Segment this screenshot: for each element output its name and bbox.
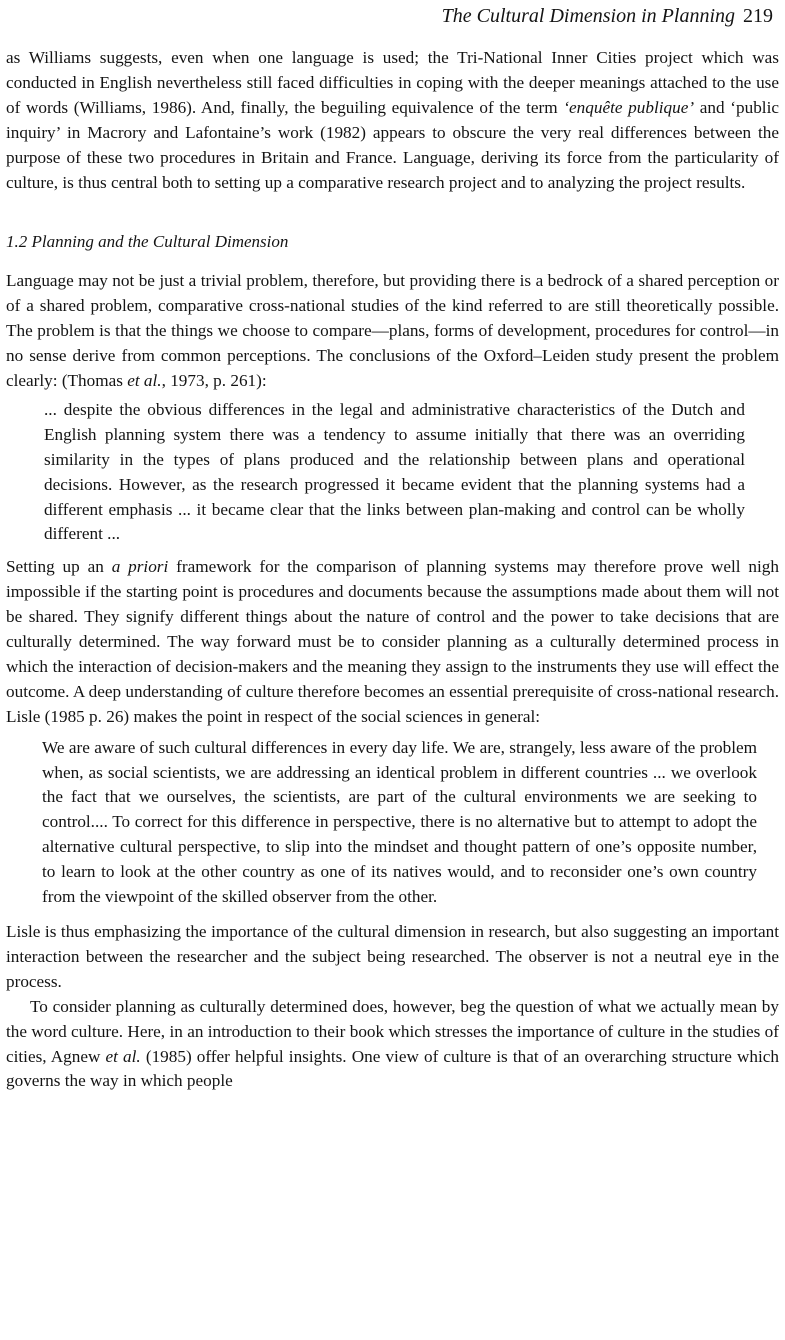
italic-term: et al. — [127, 370, 162, 390]
text-run: (1985) offer helpful insights. One view of culture is that of an overarching structure which governs the way in which people — [6, 1046, 779, 1091]
text-run: as Williams suggests, even when one language is used; the Tri-National Inner Cities project which was conducted in English nevertheless still faced difficulties in coping with the deeper meanings attached to the use of words (Williams, 1986). And, finally, the beguiling equivalence of the term — [6, 48, 779, 117]
paragraph-3 — [6, 555, 779, 729]
text-run: and ‘public inquiry’ in Macrory and Lafontaine’s work (1982) appears to obscure the very real differences between the purpose of these two procedures in Britain and France. Language, deriving its force from the particularity of culture, is thus central both to setting up a comparative research project and to analyzing the project results. — [6, 97, 779, 192]
paragraph-2 — [6, 269, 779, 394]
page-number: 219 — [743, 5, 773, 27]
italic-term: a priori — [111, 557, 169, 577]
italic-term: et al. — [105, 1046, 141, 1066]
section-heading: 1.2 Planning and the Cultural Dimension — [6, 232, 289, 252]
text-run: , 1973, p. 261): — [161, 370, 267, 390]
text-run: To consider planning as culturally determined does, however, beg the question of what we actually mean by the word culture. Here, in an introduction to their book which stresses the importance of culture in the studies of cities, Agnew — [6, 996, 779, 1066]
block-quote-lisle: We are aware of such cultural differences in every day life. We are, strangely, less aware of the problem when, as social scientists, we are addressing an identical problem in different countries ... we overlook the fact that we ourselves, the scientists, are part of the cultural environments we are seeking to control.... To correct for this difference in perspective, there is no alternative but to attempt to adopt the alternative cultural perspective, to slip into the mindset and thought pattern of one’s opposite number, to learn to look at the other country as one of its natives would, and to reconsider one’s own country from the viewpoint of the skilled observer from the other. — [42, 737, 757, 907]
running-head — [442, 6, 773, 26]
italic-term: ‘enquête publique’ — [563, 97, 695, 117]
block-quote-thomas: ... despite the obvious differences in the legal and administrative characteristics of the Dutch and English planning system there was a tendency to assume initially that there was an overriding similarity in the types of plans produced and the relationship between plans and operational decisions. However, as the research progressed it became evident that the planning systems had a different emphasis ... it became clear that the links between plan-making and control can be wholly different ... — [44, 399, 745, 544]
paragraph-1 — [6, 46, 779, 195]
paragraph-4: Lisle is thus emphasizing the importance of the cultural dimension in research, but also suggesting an important interaction between the researcher and the subject being researched. The observer is not a neutral eye in the process. — [6, 922, 779, 991]
text-run: framework for the comparison of planning systems may therefore prove well nigh impossible if the starting point is procedures and documents because the assumptions made about them will not be shared. They signify different things about the nature of control and the power to take decisions that are culturally determined. The way forward must be to consider planning as a culturally determined process in which the interaction of decision-makers and the meaning they assign to the instruments they use will effect the outcome. A deep understanding of culture therefore becomes an essential prerequisite of cross-national research. Lisle (1985 p. 26) makes the point in respect of the social sciences in general: — [6, 557, 779, 726]
text-run: Language may not be just a trivial problem, therefore, but providing there is a bedrock of a shared perception or of a shared problem, comparative cross-national studies of the kind referred to are still theoretically possible. The problem is that the things we choose to compare—plans, forms of development, procedures for control—in no sense derive from common perceptions. The conclusions of the Oxford–Leiden study present the problem clearly: (Thomas — [6, 271, 779, 390]
text-run: Setting up an — [6, 557, 112, 577]
paragraph-5 — [6, 995, 779, 1095]
running-title: The Cultural Dimension in Planning — [441, 5, 735, 27]
page-body — [6, 46, 779, 1094]
